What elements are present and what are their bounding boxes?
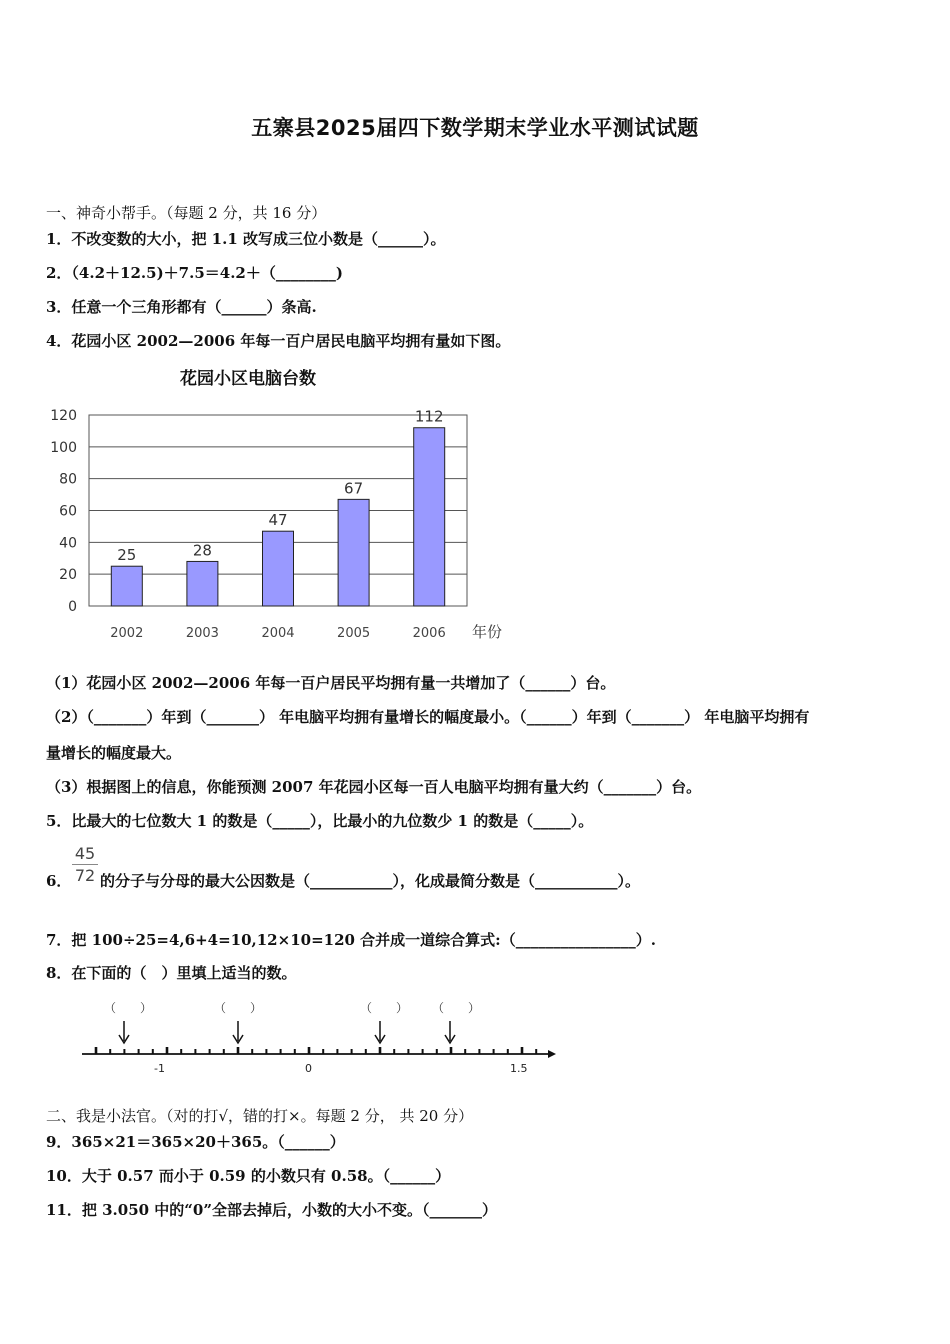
data-label-2005: 67 <box>344 479 364 498</box>
x-tick-label-2002: 2002 <box>110 626 144 641</box>
bar-2002 <box>111 566 142 606</box>
arrow-down-icon <box>375 1021 385 1043</box>
question-4: 4．花园小区 2002—2006 年每一百户居民电脑平均拥有量如下图。 <box>46 332 511 350</box>
question-2: 2．（4.2＋12.5)＋7.5＝4.2＋（________) <box>46 264 343 282</box>
bar-2006 <box>414 428 445 606</box>
y-tick-label: 40 <box>59 535 77 552</box>
question-4-sub-2: （2）（_______）年到（_______） 年电脑平均拥有量增长的幅度最小。（______）年到（_______） 年电脑平均拥有 <box>46 708 810 726</box>
blank-3: （ ） <box>360 1001 409 1015</box>
x-tick-label-2005: 2005 <box>337 626 371 641</box>
question-5: 5．比最大的七位数大 1 的数是（_____），比最小的九位数少 1 的数是（_____）。 <box>46 812 594 830</box>
chart-x-ticks <box>110 626 445 641</box>
blank-4: （ ） <box>432 1001 481 1015</box>
section-2-heading: 二、我是小法官。（对的打√，错的打×。每题 2 分， 共 20 分） <box>46 1107 474 1125</box>
arrow-down-icon <box>445 1021 455 1043</box>
chart-bars <box>111 408 444 606</box>
y-tick-label: 0 <box>68 599 77 615</box>
question-1: 1．不改变数的大小，把 1.1 改写成三位小数是（______）。 <box>46 230 446 248</box>
question-6-number: 6． <box>46 872 72 890</box>
arrow-down-icon <box>233 1021 243 1043</box>
question-3: 3．任意一个三角形都有（______）条高. <box>46 298 317 316</box>
page-title: 五寨县2025届四下数学期末学业水平测试试题 <box>251 116 699 140</box>
data-label-2002: 25 <box>117 546 137 565</box>
x-tick-label-2004: 2004 <box>261 626 295 641</box>
y-tick-label: 120 <box>50 408 77 424</box>
question-9: 9．365×21＝365×20＋365。（______） <box>46 1133 345 1151</box>
y-tick-label: 100 <box>50 439 77 456</box>
y-tick-label: 60 <box>59 503 77 520</box>
label-1-5: 1.5 <box>510 1062 528 1075</box>
bar-2004 <box>263 531 294 606</box>
question-11: 11．把 3.050 中的“0”全部去掉后，小数的大小不变。（_______） <box>46 1201 497 1219</box>
chart-title: 花园小区电脑台数 <box>180 369 316 389</box>
data-label-2003: 28 <box>192 541 212 560</box>
fraction-denominator: 72 <box>74 866 96 885</box>
number-line <box>80 995 570 1085</box>
question-4-sub-1: （1）花园小区 2002—2006 年每一百户居民平均拥有量一共增加了（______）台。 <box>46 674 616 692</box>
blank-2: （ ） <box>214 1001 263 1015</box>
arrow-down-icon <box>119 1021 129 1043</box>
question-10: 10．大于 0.57 而小于 0.59 的小数只有 0.58。（______） <box>46 1167 451 1185</box>
number-line-arrow-head <box>548 1050 556 1058</box>
data-label-2006: 112 <box>414 407 444 426</box>
section-1-heading: 一、神奇小帮手。（每题 2 分，共 16 分） <box>46 204 327 222</box>
question-6-text: 的分子与分母的最大公因数是（___________），化成最简分数是（___________）。 <box>100 872 641 890</box>
question-4-sub-2-continued: 量增长的幅度最大。 <box>46 744 182 762</box>
bar-chart <box>40 400 520 650</box>
number-line-ticks <box>96 1047 536 1054</box>
question-7: 7．把 100÷25=4,6+4=10,12×10=120 合并成一道综合算式:（________________）. <box>46 931 656 949</box>
question-8: 8．在下面的（ ）里填上适当的数。 <box>46 964 297 982</box>
y-tick-label: 80 <box>59 471 77 488</box>
x-tick-label-2006: 2006 <box>412 626 446 641</box>
y-tick-label: 20 <box>59 567 77 584</box>
question-4-sub-3: （3）根据图上的信息，你能预测 2007 年花园小区每一百人电脑平均拥有量大约（_______）台。 <box>46 778 702 796</box>
fraction-45-72 <box>72 844 98 885</box>
fraction-numerator: 45 <box>72 844 98 865</box>
blank-1: （ ） <box>104 1001 153 1015</box>
label-0: 0 <box>305 1062 312 1075</box>
label-minus-1: -1 <box>154 1062 165 1075</box>
bar-2003 <box>187 561 218 606</box>
bar-2005 <box>338 499 369 606</box>
chart-y-ticks <box>50 408 77 615</box>
chart-x-axis-label: 年份 <box>472 623 503 641</box>
x-tick-label-2003: 2003 <box>185 626 219 641</box>
data-label-2004: 47 <box>268 511 288 530</box>
